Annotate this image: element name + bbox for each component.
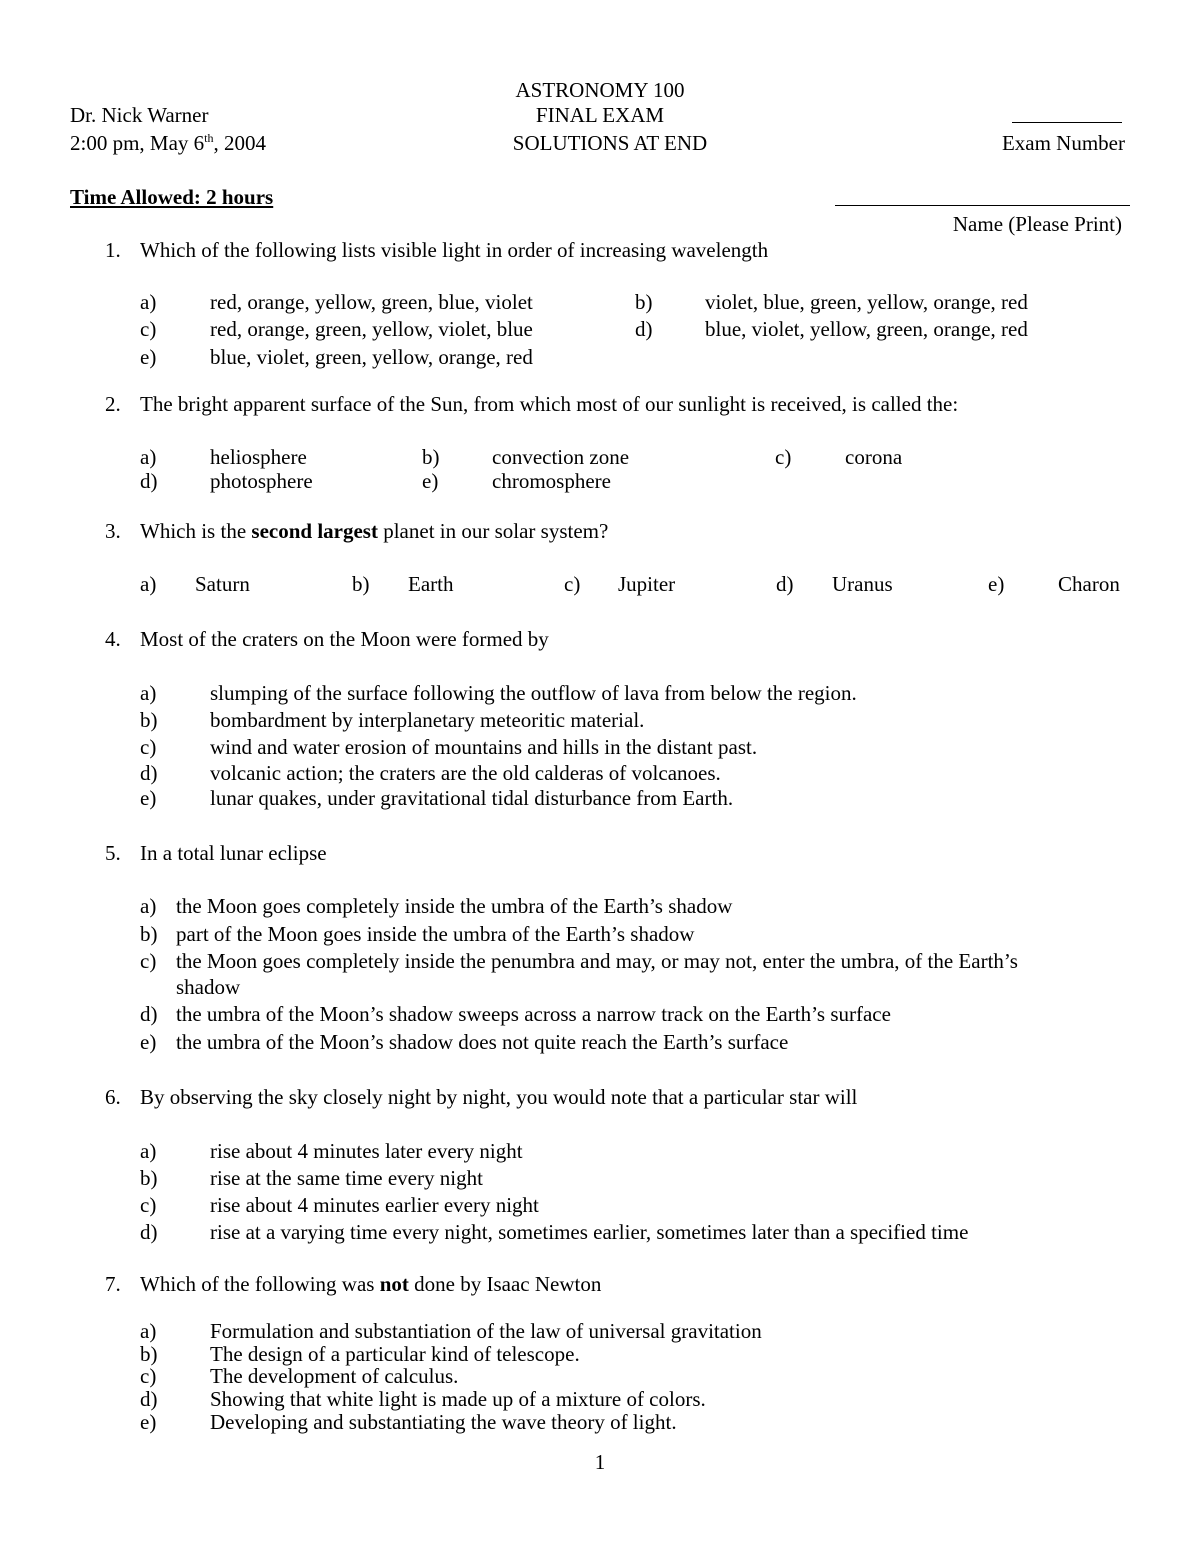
option-letter: c) — [140, 949, 157, 973]
option-letter: c) — [140, 1364, 157, 1388]
option-text: Developing and substantiating the wave theory of light. — [210, 1410, 677, 1434]
option-letter: a) — [140, 445, 157, 469]
exam-number-label: Exam Number — [1001, 131, 1125, 155]
option-letter: e) — [140, 1410, 157, 1434]
option-text: photosphere — [210, 469, 313, 493]
option-letter: b) — [140, 1166, 158, 1190]
option-text: the umbra of the Moon’s shadow does not quite reach the Earth’s surface — [176, 1030, 789, 1054]
option-letter: d) — [776, 572, 794, 596]
name-blank[interactable] — [835, 205, 1130, 206]
option-text: The development of calculus. — [210, 1364, 459, 1388]
option-letter: a) — [140, 290, 157, 314]
option-letter: d) — [140, 1220, 158, 1244]
option-letter: c) — [775, 445, 792, 469]
option-text: slumping of the surface following the outflow of lava from below the region. — [210, 681, 857, 705]
question-number: 1. — [105, 238, 121, 262]
question-text: By observing the sky closely night by night, you would note that a particular star will — [140, 1085, 858, 1109]
exam-title: FINAL EXAM — [535, 103, 665, 127]
option-letter: b) — [140, 922, 158, 946]
option-text: the Moon goes completely inside the umbra of the Earth’s shadow — [176, 894, 733, 918]
question-text: Most of the craters on the Moon were formed by — [140, 627, 549, 651]
option-letter: a) — [140, 894, 157, 918]
option-text: rise about 4 minutes later every night — [210, 1139, 523, 1163]
option-text: convection zone — [492, 445, 630, 469]
option-text: the umbra of the Moon’s shadow sweeps across a narrow track on the Earth’s surface — [176, 1002, 891, 1026]
option-letter: d) — [140, 469, 158, 493]
option-letter: d) — [140, 761, 158, 785]
option-letter: b) — [422, 445, 440, 469]
instructor-name: Dr. Nick Warner — [70, 103, 209, 127]
option-letter: e) — [140, 1030, 157, 1054]
option-text: Charon — [1058, 572, 1120, 596]
option-text: rise at a varying time every night, sometimes earlier, sometimes later than a specified time — [210, 1220, 969, 1244]
question-text: The bright apparent surface of the Sun, from which most of our sunlight is received, is called the: — [140, 392, 959, 416]
option-text: rise about 4 minutes earlier every night — [210, 1193, 539, 1217]
option-text-continued: shadow — [176, 975, 241, 999]
option-text: chromosphere — [492, 469, 611, 493]
question-text: Which of the following was not done by Isaac Newton — [140, 1272, 602, 1296]
question-text: Which is the second largest planet in our solar system? — [140, 519, 609, 543]
name-label: Name (Please Print) — [952, 212, 1122, 236]
option-letter: d) — [140, 1387, 158, 1411]
option-text: red, orange, yellow, green, blue, violet — [210, 290, 533, 314]
option-letter: e) — [140, 786, 157, 810]
option-letter: e) — [140, 345, 157, 369]
option-letter: b) — [635, 290, 653, 314]
option-text: part of the Moon goes inside the umbra of the Earth’s shadow — [176, 922, 695, 946]
option-text: Showing that white light is made up of a mixture of colors. — [210, 1387, 706, 1411]
course-title: ASTRONOMY 100 — [515, 78, 685, 102]
option-text: red, orange, green, yellow, violet, blue — [210, 317, 533, 341]
option-letter: d) — [635, 317, 653, 341]
option-text: Formulation and substantiation of the law of universal gravitation — [210, 1319, 762, 1343]
option-text: heliosphere — [210, 445, 307, 469]
option-letter: c) — [140, 735, 157, 759]
option-text: lunar quakes, under gravitational tidal disturbance from Earth. — [210, 786, 734, 810]
option-text: rise at the same time every night — [210, 1166, 483, 1190]
time-allowed: Time Allowed: 2 hours — [70, 185, 274, 209]
option-letter: b) — [140, 1342, 158, 1366]
question-text: In a total lunar eclipse — [140, 841, 327, 865]
option-letter: e) — [422, 469, 439, 493]
option-text: violet, blue, green, yellow, orange, red — [705, 290, 1028, 314]
question-number: 6. — [105, 1085, 121, 1109]
exam-date: 2:00 pm, May 6th, 2004 — [70, 131, 267, 155]
option-text: corona — [845, 445, 903, 469]
solutions-note: SOLUTIONS AT END — [512, 131, 708, 155]
option-text: volcanic action; the craters are the old calderas of volcanoes. — [210, 761, 721, 785]
option-text: Earth — [408, 572, 454, 596]
exam-number-blank[interactable] — [1012, 122, 1122, 123]
option-letter: c) — [564, 572, 581, 596]
question-number: 4. — [105, 627, 121, 651]
option-text: Saturn — [195, 572, 250, 596]
option-text: Uranus — [832, 572, 893, 596]
option-text: blue, violet, yellow, green, orange, red — [705, 317, 1028, 341]
option-letter: b) — [140, 708, 158, 732]
option-text: wind and water erosion of mountains and hills in the distant past. — [210, 735, 758, 759]
option-letter: a) — [140, 681, 157, 705]
option-text: The design of a particular kind of telescope. — [210, 1342, 580, 1366]
option-letter: a) — [140, 1319, 157, 1343]
page-number: 1 — [594, 1450, 606, 1474]
option-text: Jupiter — [618, 572, 676, 596]
option-text: bombardment by interplanetary meteoritic material. — [210, 708, 645, 732]
question-number: 3. — [105, 519, 121, 543]
option-letter: c) — [140, 1193, 157, 1217]
question-number: 2. — [105, 392, 121, 416]
option-letter: c) — [140, 317, 157, 341]
option-letter: a) — [140, 1139, 157, 1163]
option-letter: e) — [988, 572, 1005, 596]
question-number: 5. — [105, 841, 121, 865]
option-letter: b) — [352, 572, 370, 596]
question-number: 7. — [105, 1272, 121, 1296]
option-letter: a) — [140, 572, 157, 596]
option-letter: d) — [140, 1002, 158, 1026]
option-text: the Moon goes completely inside the penumbra and may, or may not, enter the umbra, of the Earth’s — [176, 949, 1018, 973]
question-text: Which of the following lists visible light in order of increasing wavelength — [140, 238, 769, 262]
option-text: blue, violet, green, yellow, orange, red — [210, 345, 533, 369]
